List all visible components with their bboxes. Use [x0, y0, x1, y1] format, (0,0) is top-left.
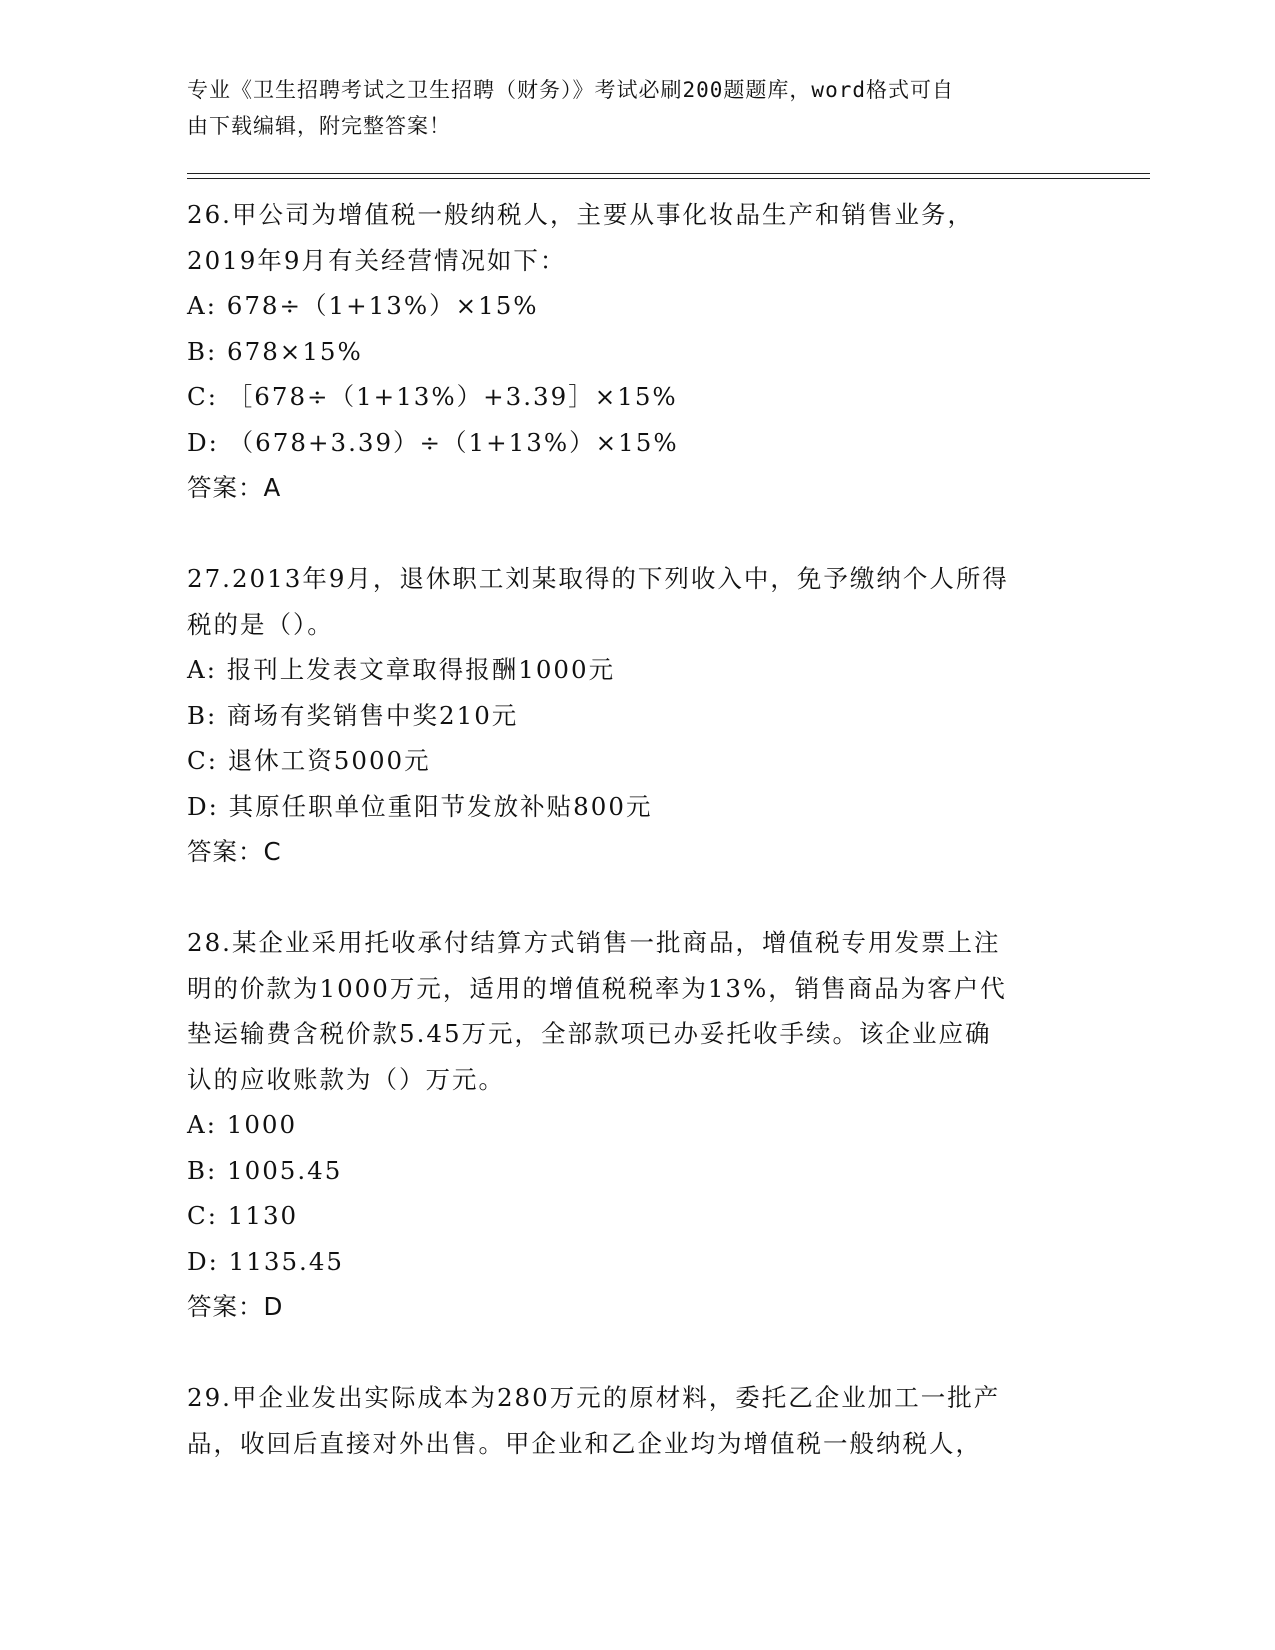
option-a: A: 报刊上发表文章取得报酬1000元: [187, 655, 616, 684]
question-list: [187, 192, 1087, 1466]
option-b: B: 678×15%: [187, 336, 363, 366]
question-stem: 2019年9月有关经营情况如下：: [187, 245, 567, 275]
question-stem: 29.甲企业发出实际成本为280万元的原材料，委托乙企业加工一批产: [187, 1383, 1001, 1412]
option-a: A: 1000: [187, 1110, 298, 1139]
answer: 答案：A: [187, 473, 282, 502]
option-c: C: ［678÷（1+13%）+3.39］×15%: [187, 382, 678, 411]
question-stem: 税的是（）。: [187, 609, 334, 639]
header-divider-top: [187, 173, 1150, 174]
option-d: D: 1135.45: [187, 1246, 344, 1276]
header-line-1: 专业《卫生招聘考试之卫生招聘（财务）》考试必刷200题题库，word格式可自: [187, 78, 954, 102]
header-line-2: 由下载编辑，附完整答案！: [187, 114, 451, 138]
option-b: B: 商场有奖销售中奖210元: [187, 700, 519, 730]
option-a: A: 678÷（1+13%）×15%: [187, 291, 539, 320]
option-d: D: 其原任职单位重阳节发放补贴800元: [187, 791, 653, 821]
question-stem: 27.2013年9月，退休职工刘某取得的下列收入中，免予缴纳个人所得: [187, 564, 1009, 593]
document-header: [187, 72, 1067, 144]
option-c: C: 退休工资5000元: [187, 746, 431, 775]
answer: 答案：C: [187, 837, 282, 866]
question-26: [187, 192, 1087, 511]
answer: 答案：D: [187, 1292, 284, 1321]
question-stem: 明的价款为1000万元，适用的增值税税率为13%，销售商品为客户代: [187, 973, 1007, 1003]
question-27: [187, 556, 1087, 875]
question-stem: 认的应收账款为（）万元。: [187, 1064, 505, 1094]
option-b: B: 1005.45: [187, 1155, 343, 1185]
spacer: [187, 511, 1087, 557]
spacer: [187, 1330, 1087, 1376]
spacer: [187, 875, 1087, 921]
question-stem: 品，收回后直接对外出售。甲企业和乙企业均为增值税一般纳税人，: [187, 1428, 982, 1458]
question-28: [187, 920, 1087, 1330]
question-29: [187, 1375, 1087, 1466]
option-d: D: （678+3.39）÷（1+13%）×15%: [187, 427, 679, 457]
question-stem: 28.某企业采用托收承付结算方式销售一批商品，增值税专用发票上注: [187, 928, 1001, 957]
option-c: C: 1130: [187, 1201, 299, 1230]
question-stem: 26.甲公司为增值税一般纳税人，主要从事化妆品生产和销售业务，: [187, 200, 974, 229]
question-stem: 垫运输费含税价款5.45万元，全部款项已办妥托收手续。该企业应确: [187, 1019, 992, 1048]
header-divider-bottom: [187, 178, 1150, 179]
